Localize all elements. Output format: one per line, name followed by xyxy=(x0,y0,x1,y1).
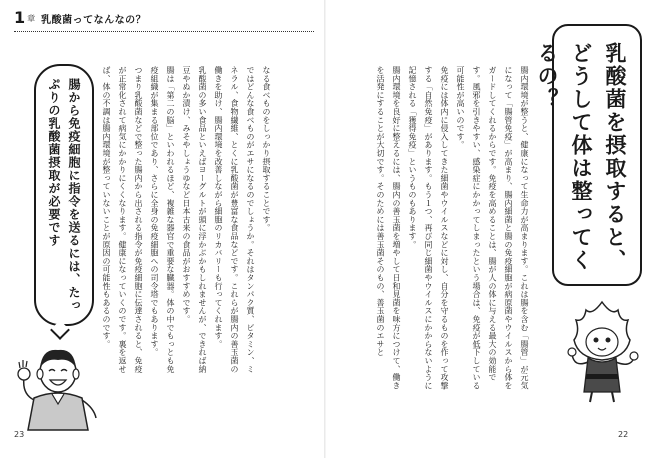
page-title: 乳酸菌を摂取すると、どうして体は整ってくるの？ xyxy=(535,42,627,272)
left-paragraph-4: 腸は「第二の脳」といわれるほど、複雑な器官で重要な臓器。体の中でもっとも免疫組織が集まる部位であり、さらに全身の免疫細胞への司令塔でもあります。 xyxy=(150,66,175,374)
page-number-left: 23 xyxy=(14,430,25,439)
left-paragraph-1: なる食べものをしっかり摂取することです。 xyxy=(262,66,271,232)
header-rule xyxy=(14,31,314,32)
bacteria-mascot-illustration xyxy=(560,296,644,406)
chapter-header xyxy=(14,6,146,30)
left-page-body xyxy=(104,66,274,376)
left-paragraph-5: つまり乳酸菌などで整った腸内から出される指令が免疫細胞に伝達されると、免疫が正常化されて病気にかかりにくくなります。健康になっていくのです。裏を返せば、体の不調は腸内環境が整っていないことが原因の可能性もあるのです。 xyxy=(102,66,143,374)
chapter-number: 1 xyxy=(14,8,26,27)
speech-bubble xyxy=(34,64,94,326)
title-box xyxy=(535,24,642,286)
chapter-title: 乳酸菌ってなんなの？ xyxy=(41,14,147,26)
page-number-right: 22 xyxy=(618,430,629,439)
right-paragraph-1: 腸内環境が整うと、健康になって生命力が高まります。これは腸を含む「腸管」が元気になって「腸管免疫」が高まり、腸内細菌と腸の免疫細胞が病原菌やウイルスから体をガードしてくれるからです。免疫を高めることは、腸が人の体に与える最大の効能です。風邪を引きやすい、感染症にかかってしまったという場合は、免疫が低下している可能性が高いのです。 xyxy=(456,66,529,390)
right-paragraph-3: 腸内環境を良好に整えるには、腸内の善玉菌を増やして日和見菌を味方につけて、働きを活発にすることが大切です。そのためには善玉菌そのもの、善玉菌のエサと xyxy=(376,66,401,390)
left-paragraph-2: ではどんな食べものがエサになるのでしょうか。それはタンパク質、ビタミン、ミネラル、食物繊維、とくに乳酸菌が豊富な食品などです。これらが腸内の善玉菌の働きを助け、腸内環境を改善しながら細胞のリカバリーも行ってくれます。 xyxy=(214,66,255,374)
right-page-body xyxy=(370,66,532,394)
bubble-text: 腸から免疫細胞に指令を送るには、たっぷりの乳酸菌摂取が必要です xyxy=(47,78,81,312)
left-paragraph-3: 乳酸菌の多い食品といえばヨーグルトが頭に浮かぶかもしれませんが、できれば納豆やぬか漬け、みそやしょうゆなど日本古来の食品がおすすめです。 xyxy=(182,66,207,374)
man-character-illustration xyxy=(14,338,102,430)
chapter-label: 章 xyxy=(27,13,36,23)
page-gutter xyxy=(324,0,326,458)
right-paragraph-2: 免疫には体内に侵入してきた細菌やウイルスなどに対し、自分を守るものを作って攻撃する「自然免疫」があります。もう１つ、再び同じ細菌やウイルスにかからないように記憶される「獲得免疫」というものもあります。 xyxy=(408,66,449,390)
